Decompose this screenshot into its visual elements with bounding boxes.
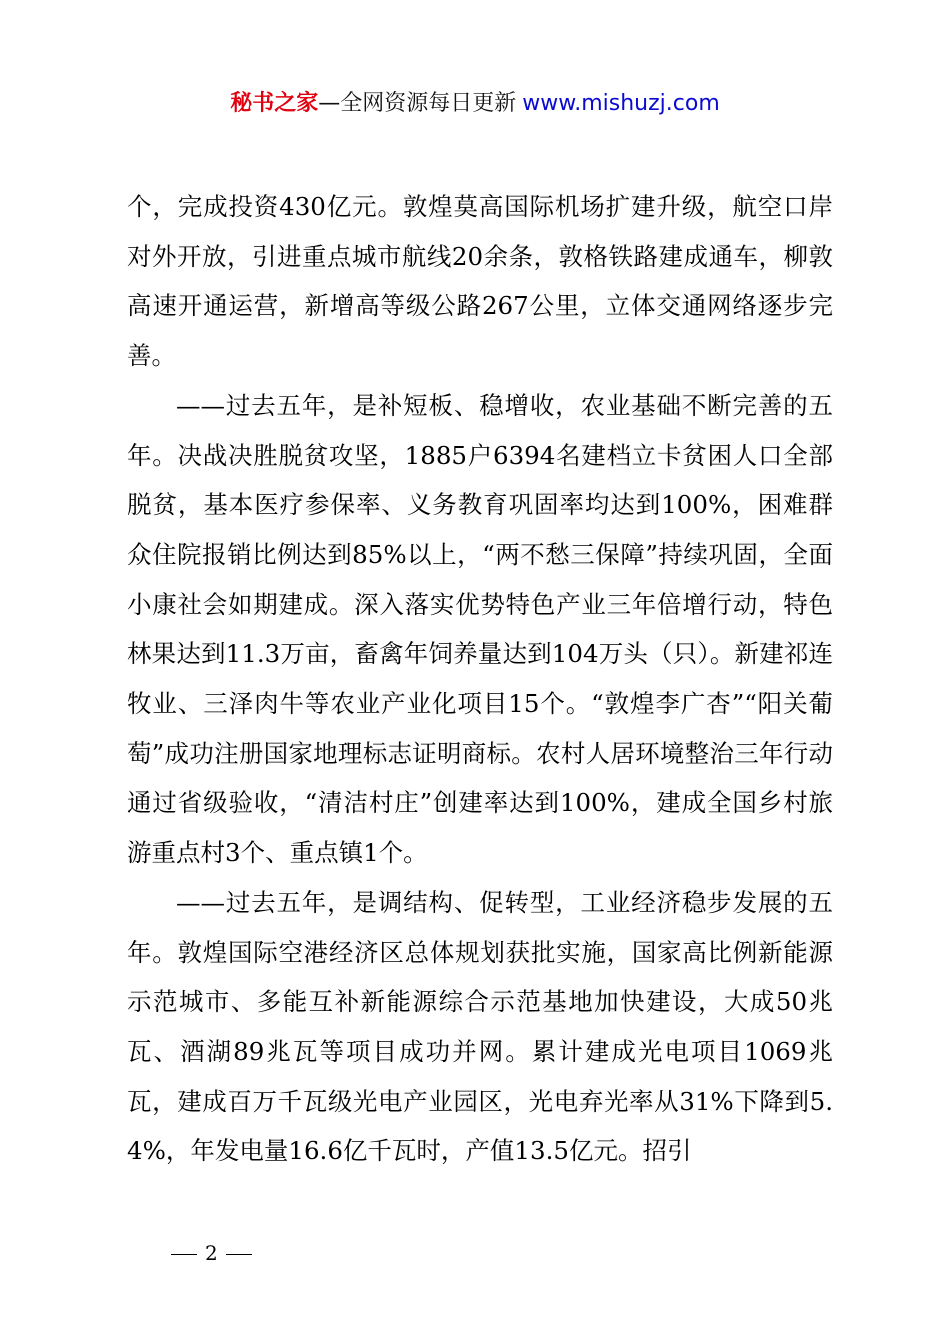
brand-name: 秘书之家 [230,91,319,116]
paragraph-3: ——过去五年，是调结构、促转型，工业经济稳步发展的五年。敦煌国际空港经济区总体规划获批实施，国家高比例新能源示范城市、多能互补新能源综合示范基地加快建设，大成50兆瓦、酒湖89兆瓦等项目成功并网。累计建成光电项目1069兆瓦，建成百万千瓦级光电产业园区，光电弃光率从31%下降到5.4%，年发电量16.6亿千瓦时，产值13.5亿元。招引 [127,887,833,1166]
footer-right-dash [226,1254,252,1255]
site-header [0,86,950,122]
document-body [127,182,833,1176]
paragraph-1: 个，完成投资430亿元。敦煌莫高国际机场扩建升级，航空口岸对外开放，引进重点城市航线20余条，敦格铁路建成通车，柳敦高速开通运营，新增高等级公路267公里，立体交通网络逐步完善。 [127,192,833,371]
page-footer [163,1238,260,1268]
header-tagline: —全网资源每日更新 [318,91,517,116]
footer-left-dash [171,1254,197,1255]
page-number: 2 [205,1241,218,1265]
paragraph-2: ——过去五年，是补短板、稳增收，农业基础不断完善的五年。决战决胜脱贫攻坚，1885户6394名建档立卡贫困人口全部脱贫，基本医疗参保率、义务教育巩固率均达到100%，困难群众住院报销比例达到85%以上，“两不愁三保障”持续巩固，全面小康社会如期建成。深入落实优势特色产业三年倍增行动，特色林果达到11.3万亩，畜禽年饲养量达到104万头（只）。新建祁连牧业、三泽肉牛等农业产业化项目15个。“敦煌李广杏”“阳关葡萄”成功注册国家地理标志证明商标。农村人居环境整治三年行动通过省级验收，“清洁村庄”创建率达到100%，建成全国乡村旅游重点村3个、重点镇1个。 [127,390,833,868]
site-url-link[interactable]: www.mishuzj.com [522,91,720,116]
